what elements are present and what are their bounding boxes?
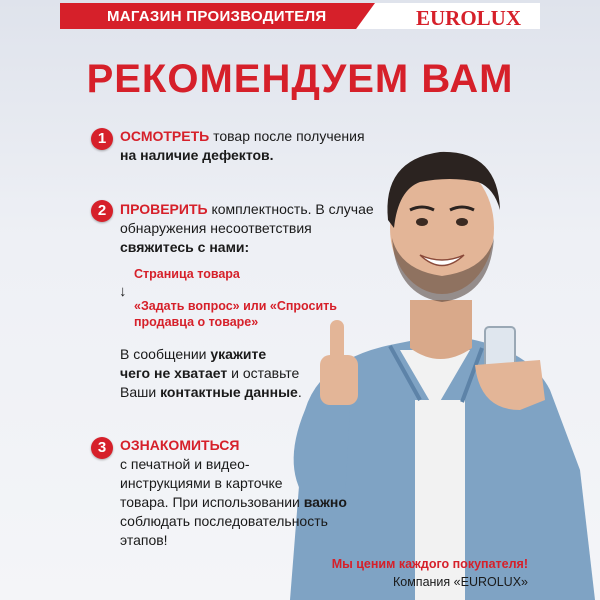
- step-2-body: комплектность. В случае: [207, 201, 374, 217]
- step-3-line4: соблюдать последовательность: [120, 513, 328, 529]
- msg-part-e: Ваши: [120, 384, 161, 400]
- step-2-message-text: [120, 345, 330, 402]
- banner-title: МАГАЗИН ПРОИЗВОДИТЕЛЯ: [107, 8, 327, 25]
- step-2-sub-link-ask-question: [134, 298, 374, 330]
- step-2-text: [120, 200, 410, 257]
- step-3-text: [120, 436, 370, 550]
- header-banner: [60, 3, 540, 29]
- down-arrow-icon: ↓: [119, 283, 127, 300]
- step-3-line5: этапов!: [120, 532, 168, 548]
- msg-part-f: контактные данные: [160, 384, 298, 400]
- step-3-number-badge: 3: [91, 437, 113, 459]
- msg-part-c: чего не хватает: [120, 365, 228, 381]
- page-title: РЕКОМЕНДУЕМ ВАМ: [86, 57, 514, 101]
- msg-part-g: .: [297, 384, 302, 400]
- msg-part-b: укажите: [210, 346, 267, 362]
- step-3-line1: с печатной и видео-: [120, 456, 250, 472]
- step-2-bold-line: свяжитесь с нами:: [120, 239, 250, 255]
- footer-thanks: Мы ценим каждого покупателя!: [331, 557, 528, 571]
- step-1-lead: ОСМОТРЕТЬ: [120, 128, 210, 144]
- step-3-lead: ОЗНАКОМИТЬСЯ: [120, 437, 240, 453]
- step-2-line2: обнаружения несоответствия: [120, 220, 312, 236]
- step-1-bold-line: на наличие дефектов.: [120, 147, 274, 163]
- step-2-sub-link-product-page: Страница товара: [134, 267, 240, 281]
- step-2-sub-link2-line-b: продавца о товаре»: [134, 315, 259, 329]
- step-2-lead: ПРОВЕРИТЬ: [120, 201, 208, 217]
- step-2-sub-link2-line-a: «Задать вопрос» или «Спросить: [134, 299, 337, 313]
- step-1-body: товар после получения: [209, 128, 365, 144]
- footer-company: Компания «EUROLUX»: [392, 575, 528, 589]
- step-1-text: [120, 127, 410, 165]
- step-3-line3a: товара. При использовании: [120, 494, 304, 510]
- brand-logo: EUROLUX: [416, 6, 522, 30]
- step-1-number-badge: 1: [91, 128, 113, 150]
- step-3-line3b: важно: [303, 494, 347, 510]
- msg-part-d: и оставьте: [227, 365, 300, 381]
- msg-part-a: В сообщении: [120, 346, 211, 362]
- step-2-number-badge: 2: [91, 200, 113, 222]
- step-3-line2: инструкциями в карточке: [120, 475, 283, 491]
